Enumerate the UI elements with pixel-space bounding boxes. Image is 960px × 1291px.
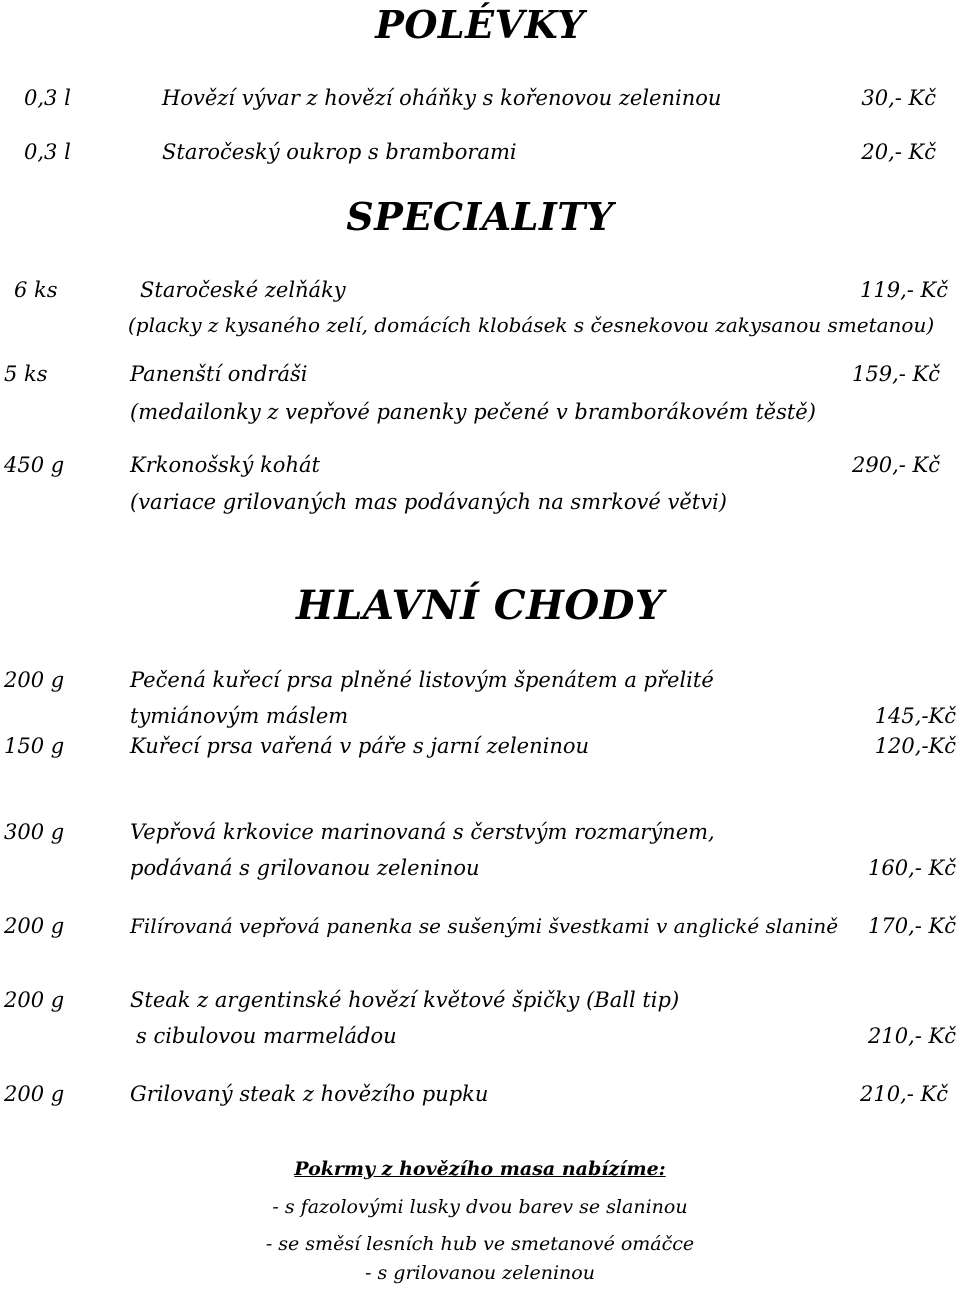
polevky-item-1-qty: 0,3 l bbox=[24, 86, 71, 110]
speciality-item-3-qty: 450 g bbox=[4, 453, 65, 477]
hlavni-item-6-name: Grilovaný steak z hovězího pupku bbox=[130, 1082, 489, 1106]
section-heading-speciality: SPECIALITY bbox=[346, 194, 614, 239]
hlavni-item-2-qty: 150 g bbox=[4, 734, 65, 758]
hlavni-item-6-price: 210,- Kč bbox=[860, 1082, 948, 1106]
hlavni-item-5-name: Steak z argentinské hovězí květové špičky (Ball tip) bbox=[130, 988, 680, 1012]
polevky-item-1-price: 30,- Kč bbox=[861, 86, 936, 110]
polevky-item-1-name: Hovězí vývar z hovězí oháňky s kořenovou zeleninou bbox=[162, 86, 722, 110]
hlavni-item-5-price: 210,- Kč bbox=[868, 1024, 956, 1048]
section-heading-hlavni-chody: HLAVNÍ CHODY bbox=[296, 582, 664, 629]
speciality-item-1-desc: (placky z kysaného zelí, domácích klobásek s česnekovou zakysanou smetanou) bbox=[128, 313, 935, 337]
polevky-item-2-qty: 0,3 l bbox=[24, 140, 71, 164]
speciality-item-2-name: Panenští ondráši bbox=[130, 362, 308, 386]
pokrmy-title: Pokrmy z hovězího masa nabízíme: bbox=[294, 1158, 666, 1180]
hlavni-item-1-price: 145,-Kč bbox=[874, 704, 956, 728]
hlavni-item-1-name-line2: tymiánovým máslem bbox=[130, 704, 349, 728]
speciality-item-2-desc: (medailonky z vepřové panenky pečené v bramborákovém těstě) bbox=[130, 400, 816, 424]
hlavni-item-4-name: Filírovaná vepřová panenka se sušenými švestkami v anglické slanině bbox=[130, 914, 839, 938]
speciality-item-1-name: Staročeské zelňáky bbox=[140, 278, 346, 302]
hlavni-item-6-qty: 200 g bbox=[4, 1082, 65, 1106]
speciality-item-2-qty: 5 ks bbox=[4, 362, 48, 386]
hlavni-item-5-name-line2: s cibulovou marmeládou bbox=[136, 1024, 397, 1048]
hlavni-item-4-price: 170,- Kč bbox=[868, 914, 956, 938]
speciality-item-3-price: 290,- Kč bbox=[852, 453, 940, 477]
hlavni-item-5-qty: 200 g bbox=[4, 988, 65, 1012]
hlavni-item-4-qty: 200 g bbox=[4, 914, 65, 938]
speciality-item-2-price: 159,- Kč bbox=[852, 362, 940, 386]
hlavni-item-1-qty: 200 g bbox=[4, 668, 65, 692]
hlavni-item-3-price: 160,- Kč bbox=[868, 856, 956, 880]
speciality-item-3-desc: (variace grilovaných mas podávaných na smrkové větvi) bbox=[130, 490, 727, 514]
polevky-item-2-price: 20,- Kč bbox=[861, 140, 936, 164]
hlavni-item-3-name-line2: podávaná s grilovanou zeleninou bbox=[130, 856, 480, 880]
hlavni-item-2-name: Kuřecí prsa vařená v páře s jarní zeleninou bbox=[130, 734, 590, 758]
hlavni-item-3-qty: 300 g bbox=[4, 820, 65, 844]
polevky-item-2-name: Staročeský oukrop s bramborami bbox=[162, 140, 517, 164]
pokrmy-line-2: - se směsí lesních hub ve smetanové omáčce bbox=[265, 1233, 695, 1255]
hlavni-item-3-name: Vepřová krkovice marinovaná s čerstvým rozmarýnem, bbox=[130, 820, 715, 844]
section-heading-polevky: POLÉVKY bbox=[375, 2, 585, 47]
speciality-item-1-qty: 6 ks bbox=[14, 278, 58, 302]
hlavni-item-2-price: 120,-Kč bbox=[874, 734, 956, 758]
hlavni-item-1-name: Pečená kuřecí prsa plněné listovým špenátem a přelité bbox=[130, 668, 714, 692]
speciality-item-3-name: Krkonošský kohát bbox=[130, 453, 320, 477]
pokrmy-line-1: - s fazolovými lusky dvou barev se slaninou bbox=[272, 1196, 688, 1218]
speciality-item-1-price: 119,- Kč bbox=[860, 278, 948, 302]
pokrmy-line-3: - s grilovanou zeleninou bbox=[365, 1262, 595, 1284]
